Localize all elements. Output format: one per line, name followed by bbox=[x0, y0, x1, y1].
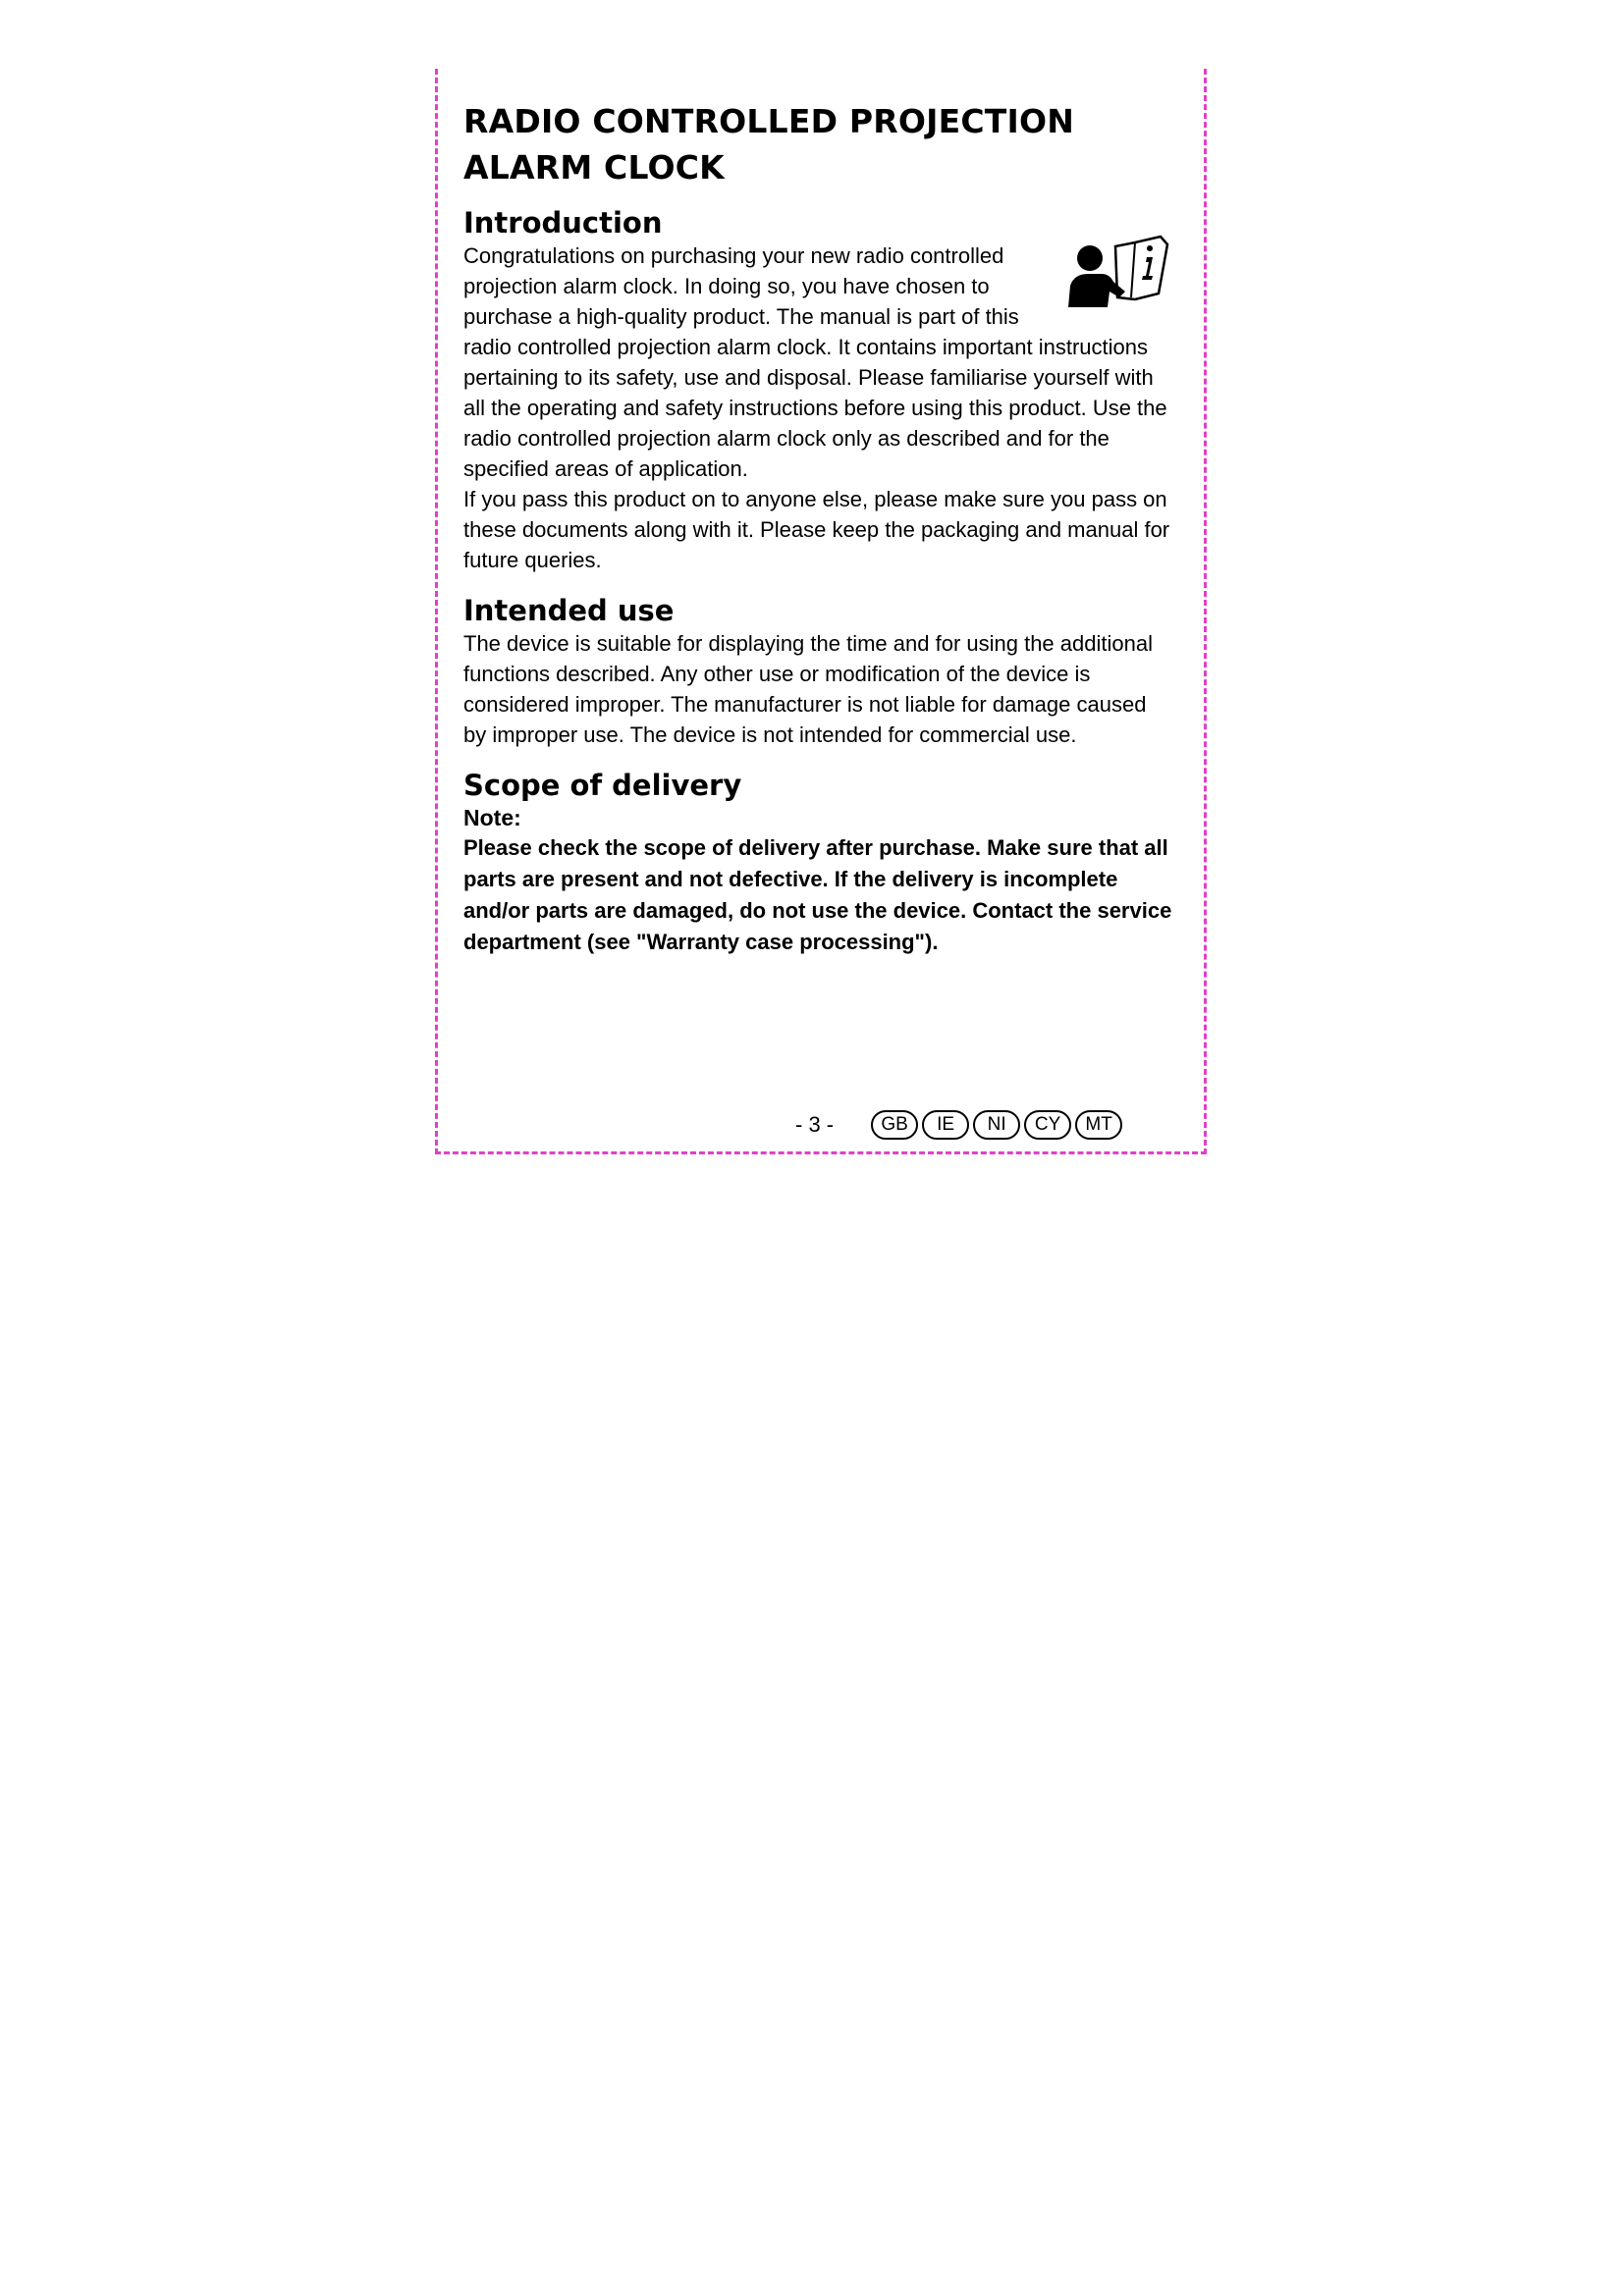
country-badge-ni: NI bbox=[973, 1110, 1020, 1140]
page-content bbox=[463, 98, 1172, 958]
page-number: - 3 - bbox=[795, 1112, 835, 1137]
introduction-paragraph: Congratulations on purchasing your new radio controlled projection alarm clock. In doing so, you have chosen to purchase a high-quality product. The manual is part of this radio controlled projection alarm clock. It contains important instructions pertaining to its safety, use and disposal. Please familiarise yourself with all the operating and safety instructions before using this product. Use the radio controlled projection alarm clock only as described and for the specified areas of application. bbox=[463, 243, 1167, 481]
page-footer bbox=[795, 1107, 1126, 1143]
document-title: RADIO CONTROLLED PROJECTION ALARM CLOCK bbox=[463, 102, 1075, 187]
intended-use-section bbox=[463, 593, 1172, 750]
read-instructions-icon bbox=[1064, 233, 1172, 307]
country-badge-gb: GB bbox=[871, 1110, 918, 1140]
country-badge-cy: CY bbox=[1024, 1110, 1071, 1140]
section-heading-scope-of-delivery: Scope of delivery bbox=[463, 769, 742, 802]
scope-of-delivery-section bbox=[463, 768, 1172, 958]
introduction-section bbox=[463, 205, 1172, 575]
note-label: Note: bbox=[463, 805, 521, 830]
section-heading-intended-use: Intended use bbox=[463, 594, 675, 627]
note-text: Please check the scope of delivery after purchase. Make sure that all parts are present and not defective. If the delivery is incomplete and/or parts are damaged, do not use the device. Contact the service department (see "Warranty case processing"). bbox=[463, 835, 1172, 954]
intended-use-paragraph: The device is suitable for displaying the time and for using the additional functions described. Any other use or modification of the device is considered improper. The manufacturer is not liable for damage caused by improper use. The device is not intended for commercial use. bbox=[463, 631, 1153, 747]
country-badge-ie: IE bbox=[922, 1110, 969, 1140]
introduction-paragraph-2: If you pass this product on to anyone else, please make sure you pass on these documents along with it. Please keep the packaging and manual for future queries. bbox=[463, 487, 1170, 572]
country-badge-mt: MT bbox=[1075, 1110, 1122, 1140]
section-heading-introduction: Introduction bbox=[463, 206, 663, 240]
